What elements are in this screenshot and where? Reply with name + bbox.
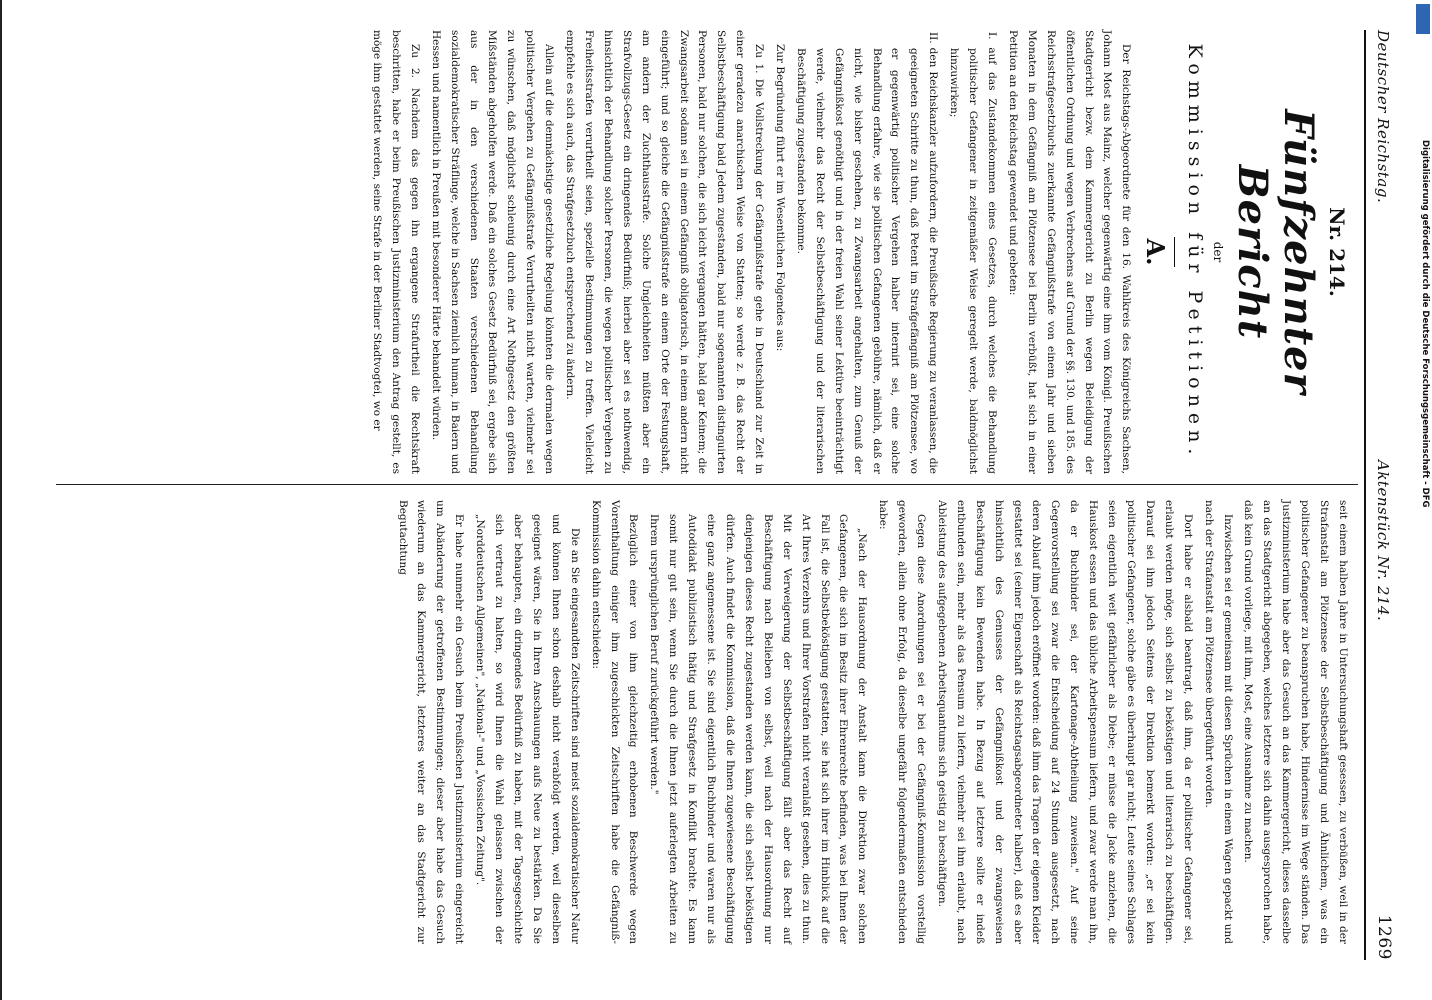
paragraph: Zu 1. Die Vollstreckung der Gefängnißstrafe gehe in Deutschland zur Zeit in einer geradezu anarchischen Weise von Statten; so werde z. B. das Recht der Selbstbeschäftigung bald Jedem zugestanden, bald nur sogenannten distinguirten Personen, bald nur solchen, die sich leicht vergangen hätten, bald gar Keinem; die Zwangsarbeit sodann sei in einem Gefängniß obligatorisch, in einem andern nicht eingeführt; und so gleiche die Gefängnißstrafe an einem Orte der Festungshaft, am andern der Zuchthausstrafe. Solche Ungleichheiten müßten aber ein Strafvollzugs-Gesetz ein dringendes Bedürfniß; hierbei aber sei es nothwendig, hinsichtlich der Behandlung solcher Personen, die wegen politischer Vergehen zu Freiheitsstrafen verurtheilt seien, spezielle Bestimmungen zu treffen. Vielleicht empfehle es sich auch, das Strafgesetzbuch entsprechend zu ändern.: [564, 30, 766, 474]
left-column: [365, 30, 1352, 474]
paragraph: Dort habe er alsbald beantragt, daß ihm, da er politischer Gefangener sei, erlaubt werden möge, sich selbst zu beköstigen und literarisch zu beschäftigen. Darauf sei ihm jedoch Seitens der Direktion bemerkt worden: „er sei kein politischer Gefangener, solche gäbe es überhaupt gar nicht; Leute seines Schlages seien eigentlich weit gefährlicher als Diebe; er müsse die Jacke anziehen, die Hauskost essen und das übliche Arbeitspensum liefern, und zwar werde man ihn, da er Buchbinder sei, der Kartonage-Abtheilung zuweisen." Auf seine Gegenvorstellung sei zwar die Entscheidung auf 24 Stunden ausgesetzt, nach deren Ablauf ihm jedoch eröffnet worden: daß ihm das Tragen der eigenen Kleider gestattet sei (seiner Eigenschaft als Reichstagsabgeordneter halber), daß es aber hinsichtlich des Genusses der Gefängnißkost und der zwangsweisen Beschäftigung kein Bewenden habe. In Bezug auf letztere sollte er indeß entbunden sein, mehr als das Pensum zu liefern, vielmehr sei ihm erlaubt, nach Ableistung des aufgegebenen Arbeitsquantums sich geistig zu beschäftigen.: [935, 500, 1194, 944]
title-rule: [1174, 237, 1175, 267]
report-title: Fünfzehnter Bericht: [1229, 109, 1323, 395]
paragraph: Zu 2. Nachdem das gegen ihn ergangene Strafurtheil die Rechtskraft beschritten, habe er beim Preußischen Justizministerium den Antrag gestellt, es möge ihm gestattet werden, seine Strafe in der Berliner Stadtvogtei, wo er: [371, 30, 421, 474]
right-column: [391, 500, 1352, 944]
list-item: II. den Reichskanzler aufzufordern, die Preußische Regierung zu veranlassen, die geeigneten Schritte zu thun, daß Petent im Strafgefängniß am Plötzensee, wo er gegenwärtig politischer Vergehen halber internirt sei, eine solche Behandlung erfahre, wie sie politischen Gefangenen gebühre, nämlich, daß er nicht, wie bisher geschehen, zu Zwangsarbeit angehalten, zum Genuß der Gefängnißkost genöthigt und in der freien Wahl seiner Lektüre beeinträchtigt werde, vielmehr das Recht der Selbstbeschäftigung und der literarischen Beschäftigung zugestanden bekomme.: [794, 32, 940, 474]
column-divider: [56, 484, 1358, 485]
header-left: Deutscher Reichstag.: [1374, 30, 1392, 204]
header-center: Aktenstück Nr. 214.: [1374, 460, 1392, 622]
scan-edge-line: [0, 0, 2, 1000]
header-rule: [1364, 30, 1366, 960]
paragraph: Der Reichstags-Abgeordnete für den 16. Wahlkreis des Königreichs Sachsen, Johann Most aus Mainz, welcher gegenwärtig eine ihm vom Königl. Preußischen Stadtgericht bezw. dem Kammergericht zu Berlin wegen Beleidigung der öffentlichen Ordnung und wegen Verbrechens auf Grund der §§. 130. und 185. des Reichsstrafgesetzbuchs zuerkannte Gefängnißstrafe von einem Jahr und sieben Monaten in dem Gefängniß am Plötzensee bei Berlin verbüßt, hat sich in einer Petition an den Reichstag gewendet und gebeten:: [1006, 30, 1133, 474]
dfg-badge: [1416, 4, 1430, 34]
quoted-paragraph: Die an Sie eingesandten Zeitschriften sind meist sozialdemokratischer Natur und können Ihnen schon deshalb nicht verabfolgt werden, weil dieselben geeignet wären, Sie in Ihren Anschauungen aufs Neue zu bestärken. Da Sie aber behaupten, ein dringendes Bedürfniß zu haben, mit der Tagesgeschichte sich vertraut zu halten, so wird Ihnen die Wahl gelassen zwischen der „Norddeutschen Allgemeinen", „National-" und „Vossischen Zeitung".: [474, 514, 581, 944]
commission-name: Kommission für Petitionen.: [1184, 43, 1207, 461]
document-number: Nr. 214.: [1325, 207, 1349, 297]
rotated-document-page: [26, 0, 1416, 1000]
page-number: 1269: [1374, 914, 1394, 960]
list-item: I. auf das Zustandekommen eines Gesetzes, durch welches die Behandlung politischer Gefangener in zeitgemäßer Weise geregelt werde, baldmöglichst hinzuwirken;: [948, 32, 999, 474]
paragraph: seit einem halben Jahre in Untersuchungshaft gesessen, zu verbüßen, weil in der Strafanstalt am Plötzensee der Selbstbeschäftigung und Ähnlichem, was ein politischer Gefangener zu beanspruchen habe, Hindernisse im Wege ständen. Das Justizministerium habe aber das Gesuch an das Kammergericht, dieses dasselbe an das Stadtgericht abgegeben, welches letztere sich dahin ausgesprochen habe, daß kein Grund vorliege, mit ihm, Most, eine Ausnahme zu machen.: [1242, 500, 1349, 944]
paragraph: Inzwischen sei er gemeinsam mit diesen Sprüchen in einem Wagen gepackt und nach der Strafanstalt am Plötzensee übergeführt worden.: [1202, 500, 1234, 944]
paragraph: Zur Begründung führt er im Wesentlichen Folgendes aus:: [774, 44, 787, 352]
quoted-paragraph: „Nach der Hausordnung der Anstalt kann die Direktion zwar solchen Gefangenen, die sich im Besitz ihrer Ehrenrechte befinden, was bei Ihnen der Fall ist, die Selbstbeköstigung gestatten, sie hat sich ihrer im Hinblick auf die Art Ihres Verzehrs und Ihrer Vorstrafen nicht veranlaßt gesehen, dies zu thun. Mit der Verweigerung der Selbstbeschäftigung fällt aber das Recht auf Beschäftigung nach Belieben von selbst, weil nach der Hausordnung nur denjenigen dieses Recht zugestanden werden kann, die sich selbst beköstigen dürfen. Auch findet die Kommission, daß die Ihnen zugewiesene Beschäftigung eine ganz angemessene ist. Sie sind eigentlich Buchbinder und waren nur als Autodidakt publizistisch thätig und Strafgesetz in Konflikt brachte. Es kann somit nur gut sein, wenn Sie durch die Ihnen jetzt auferlegten Arbeiten zu Ihrem ursprünglichen Beruf zurückgeführt werden.": [648, 514, 869, 944]
report-der: der: [1211, 241, 1226, 263]
section-heading: A.: [1141, 238, 1171, 266]
paragraph: Allein auf die demnächstige gesetzliche Regelung könnten die dermalen wegen politischer Vergehen zu Gefängnißstrafe Verurtheilten nicht warten, vielmehr sei zu wünschen, daß möglichst schleunig durch eine Art Nothgesetz den größten Mißständen abgeholfen werde. Daß ein solches Gesetz Bedürfniß sei, ergebe sich aus der in den verschiedenen Staaten verschiedenen Behandlung sozialdemokratischer Sträflinge, welche in Sachsen ziemlich human, in Baiern und Hessen und namentlich in Preußen mit besonderer Härte behandelt würden.: [429, 30, 556, 474]
paragraph: Er habe nunmehr ein Gesuch beim Preußischen Justizministerium eingereicht um Abänderung der getroffenen Bestimmungen; dieser aber habe das Gesuch wiederum an das Kammergericht, letzteres weiter an das Stadtgericht zur Begutachtung: [396, 500, 466, 944]
digitization-note: [1416, 140, 1430, 900]
running-header: [1364, 30, 1398, 960]
paragraph: Bezüglich einer von ihm gleichzeitig erhobenen Beschwerde wegen Vorenthaltung einiger ihm zugeschickten Zeitschriften habe die Gefängniß-Kommission dahin entschieden:: [589, 500, 640, 944]
paragraph: Gegen diese Anordnungen sei er bei der Gefängniß-Kommission vorstellig geworden, allein ohne Erfolg, da dieselbe ungefähr folgendermaßen entschieden habe:: [877, 500, 928, 944]
digitization-note-text: Digitalisierung gefördert durch die Deutsche Forschungsgemeinschaft - DFG: [1420, 140, 1430, 508]
